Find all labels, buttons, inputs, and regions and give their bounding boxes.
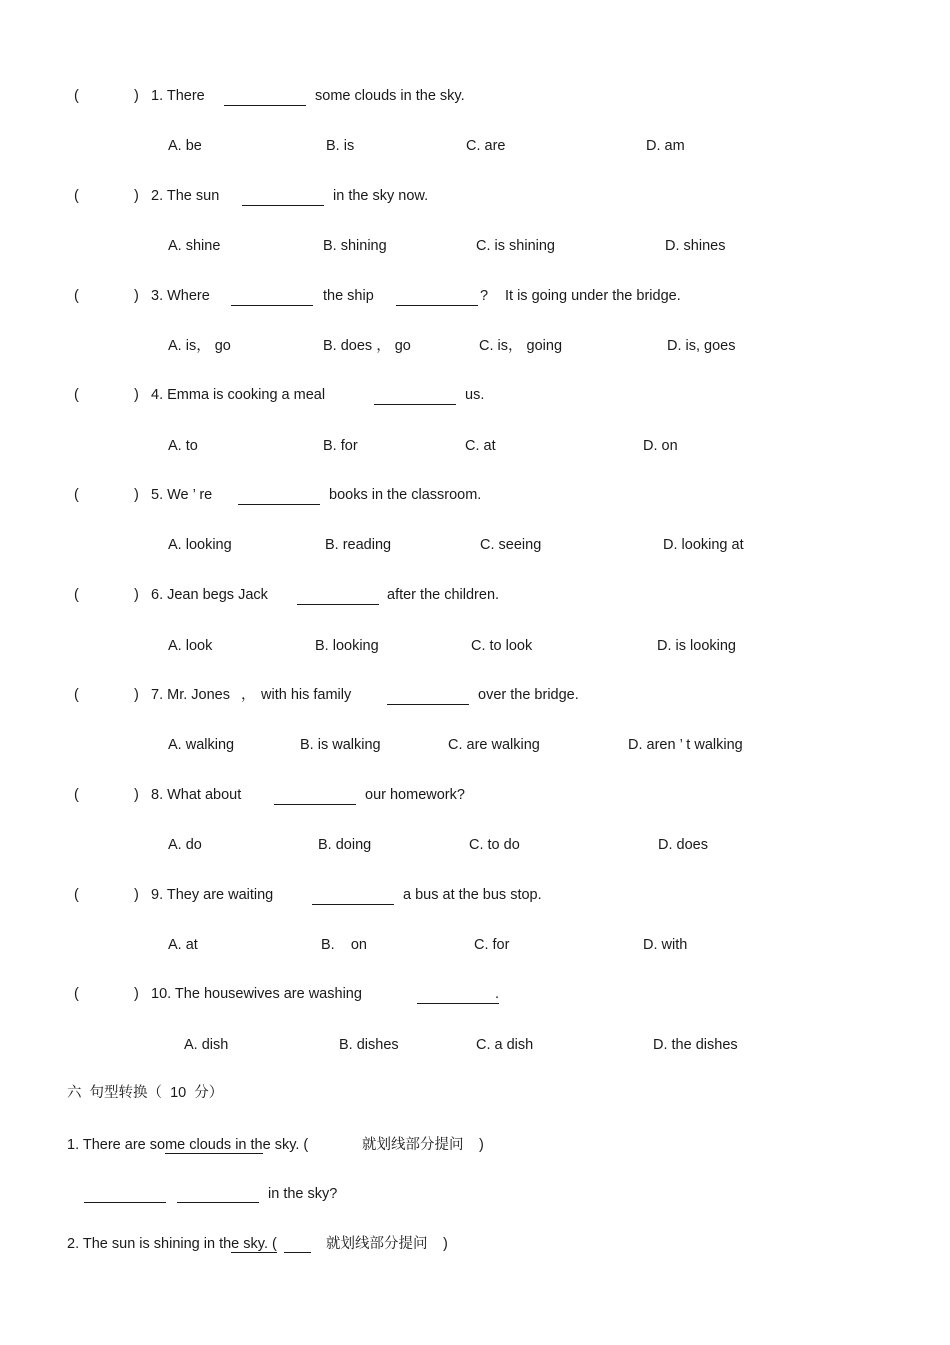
answer-paren-close: )	[134, 986, 139, 1002]
answer-paren-open: (	[74, 887, 79, 903]
option-d: D. aren ’ t walking	[628, 737, 743, 753]
answer-paren-close: )	[134, 88, 139, 104]
answer-paren-open: (	[74, 88, 79, 104]
option-a: A. look	[168, 638, 213, 654]
option-c: C. is， going	[479, 338, 563, 354]
instruction-paren-close: )	[479, 1137, 484, 1153]
answer-paren-close: )	[134, 587, 139, 603]
question-stem-text: after the children.	[387, 587, 500, 603]
option-d: D. does	[658, 837, 708, 853]
question-stem-text: It is going under the bridge.	[505, 288, 681, 304]
item-text: e sky. (	[262, 1137, 309, 1153]
option-d: D. is, goes	[667, 338, 736, 354]
answer-paren-open: (	[74, 587, 79, 603]
answer-blank	[84, 1202, 166, 1203]
question-stem-text: some clouds in the sky.	[315, 88, 465, 104]
option-d: D. shines	[665, 238, 726, 254]
option-c: C. at	[465, 438, 496, 454]
option-b: B. is	[326, 138, 355, 154]
question-stem-text: 7. Mr. Jones	[151, 687, 230, 703]
question-stem-text: us.	[465, 387, 485, 403]
instruction-note: 就划线部分提问	[326, 1236, 428, 1252]
answer-blank	[297, 604, 379, 605]
option-c: C. to look	[471, 638, 533, 654]
answer-blank	[396, 305, 478, 306]
answer-paren-close: )	[134, 787, 139, 803]
option-a: A. dish	[184, 1037, 229, 1053]
section-heading: 六 句型转换（ 10 分）	[67, 1085, 224, 1101]
option-d: D. looking at	[663, 537, 744, 553]
option-b: B. shining	[323, 238, 387, 254]
answer-blank	[238, 504, 320, 505]
answer-paren-open: (	[74, 387, 79, 403]
question-stem-text: 1. There	[151, 88, 205, 104]
option-a: A. walking	[168, 737, 235, 753]
answer-blank	[417, 1003, 499, 1004]
option-c: C. are	[466, 138, 506, 154]
transform-item-1	[67, 1136, 308, 1154]
option-b: B. for	[323, 438, 358, 454]
option-a: A. do	[168, 837, 202, 853]
answer-blank	[312, 904, 394, 905]
item-text: 2. The sun is shining in th	[67, 1236, 232, 1252]
transform-item-2	[67, 1235, 277, 1253]
answer-paren-close: )	[134, 487, 139, 503]
question-stem-text: over the bridge.	[478, 687, 579, 703]
underlined-text: e sky. (	[231, 1236, 277, 1252]
question-stem-text: 5. We ’ re	[151, 487, 213, 503]
answer-blank	[242, 205, 324, 206]
answer-paren-close: )	[134, 188, 139, 204]
option-c: C. are walking	[448, 737, 540, 753]
answer-paren-open: (	[74, 986, 79, 1002]
answer-paren-open: (	[74, 288, 79, 304]
option-b: B. reading	[325, 537, 392, 553]
question-stem-text: the ship	[323, 288, 374, 304]
option-a: A. shine	[168, 238, 221, 254]
question-stem-text: 2. The sun	[151, 188, 220, 204]
answer-paren-close: )	[134, 687, 139, 703]
question-stem-text: with his family	[261, 687, 352, 703]
answer-blank	[177, 1202, 259, 1203]
option-d: D. is looking	[657, 638, 736, 654]
option-b: B. is walking	[300, 737, 381, 753]
option-d: D. on	[643, 438, 678, 454]
instruction-paren-close: )	[443, 1236, 448, 1252]
option-a: A. looking	[168, 537, 232, 553]
instruction-note: 就划线部分提问	[362, 1137, 464, 1153]
question-comma: ，	[241, 687, 256, 703]
question-stem-text: books in the classroom.	[329, 487, 482, 503]
question-stem-text: 3. Where	[151, 288, 210, 304]
option-b: B. doing	[318, 837, 372, 853]
answer-paren-close: )	[134, 887, 139, 903]
option-b: B. looking	[315, 638, 379, 654]
answer-paren-open: (	[74, 687, 79, 703]
question-stem-text: a bus at the bus stop.	[403, 887, 542, 903]
answer-paren-open: (	[74, 487, 79, 503]
underlined-text: me clouds in th	[165, 1137, 263, 1153]
option-d: D. with	[643, 937, 688, 953]
option-b: B. does ， go	[323, 338, 411, 354]
underline-extension	[284, 1252, 311, 1253]
option-a: A. be	[168, 138, 202, 154]
item-text: 1. There are so	[67, 1137, 166, 1153]
option-c: C. is shining	[476, 238, 555, 254]
question-mark: ?	[480, 288, 489, 304]
option-c: C. for	[474, 937, 510, 953]
question-stem-text: in the sky now.	[333, 188, 429, 204]
option-c: C. a dish	[476, 1037, 534, 1053]
option-a: A. at	[168, 937, 198, 953]
question-stem-text: our homework?	[365, 787, 465, 803]
option-c: C. to do	[469, 837, 520, 853]
answer-paren-open: (	[74, 787, 79, 803]
answer-blank	[387, 704, 469, 705]
answer-blank	[231, 305, 313, 306]
answer-blank	[274, 804, 356, 805]
question-stem-text: 4. Emma is cooking a meal	[151, 387, 326, 403]
answer-paren-close: )	[134, 288, 139, 304]
answer-paren-open: (	[74, 188, 79, 204]
option-a: A. is， go	[168, 338, 231, 354]
answer-blank	[374, 404, 456, 405]
option-b: B. dishes	[339, 1037, 399, 1053]
answer-tail-text: in the sky?	[268, 1186, 338, 1202]
answer-paren-close: )	[134, 387, 139, 403]
option-b: B. on	[321, 937, 367, 953]
option-c: C. seeing	[480, 537, 542, 553]
question-stem-text: 9. They are waiting	[151, 887, 274, 903]
question-stem-text: 10. The housewives are washing	[151, 986, 362, 1002]
answer-blank	[224, 105, 306, 106]
option-d: D. am	[646, 138, 685, 154]
option-a: A. to	[168, 438, 198, 454]
question-stem-text: 6. Jean begs Jack	[151, 587, 268, 603]
question-period: .	[495, 986, 500, 1002]
question-stem-text: 8. What about	[151, 787, 242, 803]
option-d: D. the dishes	[653, 1037, 738, 1053]
